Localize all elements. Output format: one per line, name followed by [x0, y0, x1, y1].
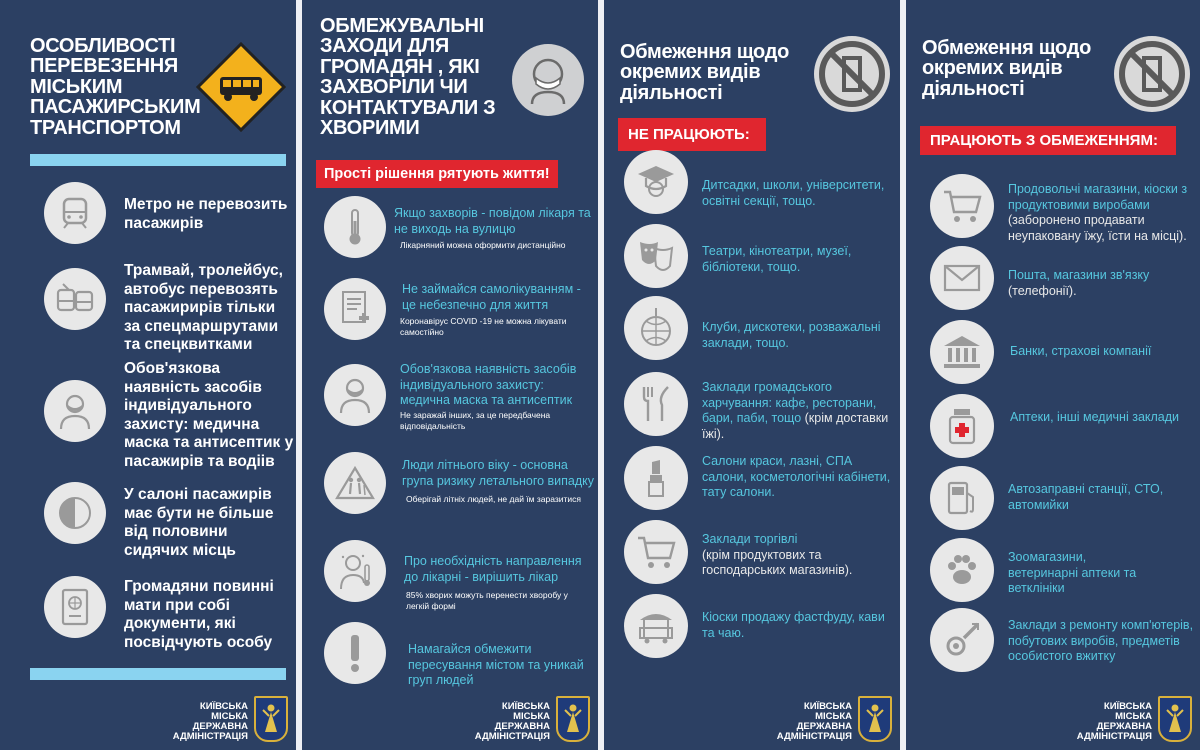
panel1-title: ОСОБЛИВОСТІ ПЕРЕВЕЗЕННЯ МІСЬКИМ ПАСАЖИРСЬКИМ ТРАНСПОРТОМ [30, 35, 201, 139]
footer-text [1077, 702, 1152, 742]
footer-line2: МІСЬКА [513, 711, 550, 723]
medicine-icon [930, 394, 994, 458]
footer-line2: МІСЬКА [1115, 711, 1152, 723]
measure-4-main: Люди літнього віку - основна група ризику летального випадку [402, 458, 595, 488]
restricted-2-main: Пошта, магазини зв'язку [1008, 268, 1150, 282]
no-entry-door-icon [812, 34, 892, 119]
panel4-title: Обмеження щодо окремих видів діяльності [922, 37, 1092, 100]
tools-icon [930, 608, 994, 672]
measure-5-sub: 85% хворих можуть перенести хворобу у легкій формі [406, 590, 568, 611]
mask-person-icon [324, 364, 386, 426]
footer-line4: АДМІНІСТРАЦІЯ [172, 731, 248, 743]
restricted-1-main: Продовольчі магазини, кіоски з продуктовими виробами [1008, 182, 1188, 212]
closed-6-main: Заклади торгівлі [702, 532, 798, 546]
kmda-footer [1077, 696, 1192, 742]
footer-line3: ДЕРЖАВНА [494, 721, 550, 733]
footer-text [173, 702, 248, 742]
bus-warning-sign-icon [196, 42, 286, 137]
footer-line2: МІСЬКА [815, 711, 852, 723]
footer-line1: КИЇВСЬКА [501, 701, 550, 713]
closed-6-text [702, 532, 892, 579]
item-metro-text: Метро не перевозить пасажирів [124, 196, 288, 232]
measure-1-sub: Лікарняний можна оформити дистанційно [400, 240, 566, 250]
footer-text [777, 702, 852, 742]
badge-not-working: НЕ ПРАЦЮЮТЬ: [618, 118, 766, 151]
closed-4-main: Заклади громадського харчування: кафе, ресторани, бари, паби, тощо [702, 380, 877, 426]
half-circle-icon [44, 482, 106, 544]
kmda-footer [475, 696, 590, 742]
measure-6-main: Намагайся обмежити пересування містом та уникай груп людей [408, 642, 584, 688]
paw-icon [930, 538, 994, 602]
restricted-3-text: Банки, страхові компанії [1010, 344, 1152, 358]
item-half-seats-text: У салоні пасажирів має бути не більше від половини сидячих місць [124, 486, 274, 559]
lipstick-icon [624, 446, 688, 510]
restricted-1-extra: (заборонено продавати неупаковану їжу, їсти на місці). [1008, 213, 1187, 243]
footer-line4: АДМІНІСТРАЦІЯ [1076, 731, 1152, 743]
item-documents-text: Громадяни повинні мати при собі документи, які посвідчують особу [124, 578, 274, 651]
panel-transport [0, 0, 296, 750]
kyiv-crest-icon [254, 696, 288, 742]
kyiv-crest-icon [858, 696, 892, 742]
cart-icon [930, 174, 994, 238]
restricted-6-text: Зоомагазини, ветеринарні аптеки та ветклініки [1008, 550, 1137, 596]
footer-line1: КИЇВСЬКА [1103, 701, 1152, 713]
badge-simple-solutions: Прості рішення рятують життя! [316, 160, 558, 188]
restricted-2-text [1008, 268, 1198, 299]
panel-restricted [906, 0, 1200, 750]
closed-7-text: Кіоски продажу фастфуду, кави та чаю. [702, 610, 885, 640]
item-bus-tram-text: Трамвай, тролейбус, автобус перевозять пасажирирів тільки за спецмаршрутами та спецквитками [124, 262, 283, 354]
footer-line2: МІСЬКА [211, 711, 248, 723]
kyiv-crest-icon [1158, 696, 1192, 742]
bank-icon [930, 320, 994, 384]
fuel-icon [930, 466, 994, 530]
footer-line3: ДЕРЖАВНА [1096, 721, 1152, 733]
measure-3-sub: Не заражай інших, за це передбачена відповідальність [400, 410, 551, 431]
closed-6-extra: (крім продуктових та господарських магазинів). [702, 547, 853, 578]
panel-measures [302, 0, 598, 750]
envelope-icon [930, 246, 994, 310]
measure-2-sub: Коронавірус COVID -19 не можна лікувати самостійно [400, 316, 567, 337]
sick-person-icon [324, 540, 386, 602]
measure-3-main: Обов'язкова наявність засобів індивідуального захисту: медична маска та антисептик [400, 362, 577, 408]
no-entry-door-icon [1112, 34, 1192, 119]
closed-2-text: Театри, кінотеатри, музеї, бібліотеки, тощо. [702, 244, 852, 274]
restricted-7-text: Заклади з ремонту комп'ютерів, побутових виробів, предметів особистого вжитку [1008, 618, 1194, 664]
metro-icon [44, 182, 106, 244]
panel3-title: Обмеження щодо окремих видів діяльності [620, 41, 790, 104]
document-icon [324, 278, 386, 340]
elderly-warning-icon [324, 452, 386, 514]
kmda-footer [777, 696, 892, 742]
measure-4-sub: Оберігай літніх людей, не дай їм заразитися [406, 494, 581, 504]
restricted-5-text: Автозаправні станції, СТО, автомийки [1008, 482, 1164, 512]
measure-1-main: Якщо захворів - повідом лікаря та не виходь на вулицю [394, 206, 591, 236]
bus-tram-icon [44, 268, 106, 330]
kmda-footer [173, 696, 288, 742]
measure-2-main: Не займайся самолікуванням - це небезпечно для життя [402, 282, 581, 312]
footer-line4: АДМІНІСТРАЦІЯ [776, 731, 852, 743]
footer-line1: КИЇВСЬКА [199, 701, 248, 713]
measure-5-main: Про необхідність направлення до лікарні - вирішить лікар [404, 554, 582, 584]
closed-4-text [702, 380, 898, 443]
mask-person-icon [44, 380, 106, 442]
footer-text [475, 702, 550, 742]
panel-closed [604, 0, 900, 750]
disco-ball-icon [624, 296, 688, 360]
closed-3-text: Клуби, дискотеки, розважальні заклади, тощо. [702, 320, 881, 350]
exclamation-icon [324, 622, 386, 684]
graduate-icon [624, 150, 688, 214]
restricted-1-text [1008, 182, 1198, 245]
closed-1-text: Дитсадки, школи, університети, освітні секції, тощо. [702, 178, 885, 208]
theatre-masks-icon [624, 224, 688, 288]
closed-5-text: Салони краси, лазні, СПА салони, косметологічні кабінети, тату салони. [702, 454, 891, 500]
footer-line1: КИЇВСЬКА [803, 701, 852, 713]
thermometer-icon [324, 196, 386, 258]
item-mask-text: Обов'язкова наявність засобів індивідуального захисту: медична маска та антисептик у пасажирів та водіів [124, 360, 294, 470]
kyiv-crest-icon [556, 696, 590, 742]
restricted-4-text: Аптеки, інші медичні заклади [1010, 410, 1180, 424]
divider-bar-top [30, 154, 286, 166]
badge-restricted: ПРАЦЮЮТЬ З ОБМЕЖЕННЯМ: [920, 126, 1176, 155]
restricted-2-extra: (телефонії). [1008, 283, 1077, 298]
divider-bar-bottom [30, 668, 286, 680]
footer-line4: АДМІНІСТРАЦІЯ [474, 731, 550, 743]
closed-4-extra: (крім доставки їжі). [702, 411, 889, 441]
panel2-title: ОБМЕЖУВАЛЬНІ ЗАХОДИ ДЛЯ ГРОМАДЯН , ЯКІ ЗАХВОРІЛИ ЧИ КОНТАКТУВАЛИ З ХВОРИМИ [320, 15, 496, 139]
face-mask-icon [512, 44, 584, 116]
cart-icon [624, 520, 688, 584]
footer-line3: ДЕРЖАВНА [192, 721, 248, 733]
fork-knife-icon [624, 372, 688, 436]
kiosk-icon [624, 594, 688, 658]
passport-icon [44, 576, 106, 638]
footer-line3: ДЕРЖАВНА [796, 721, 852, 733]
